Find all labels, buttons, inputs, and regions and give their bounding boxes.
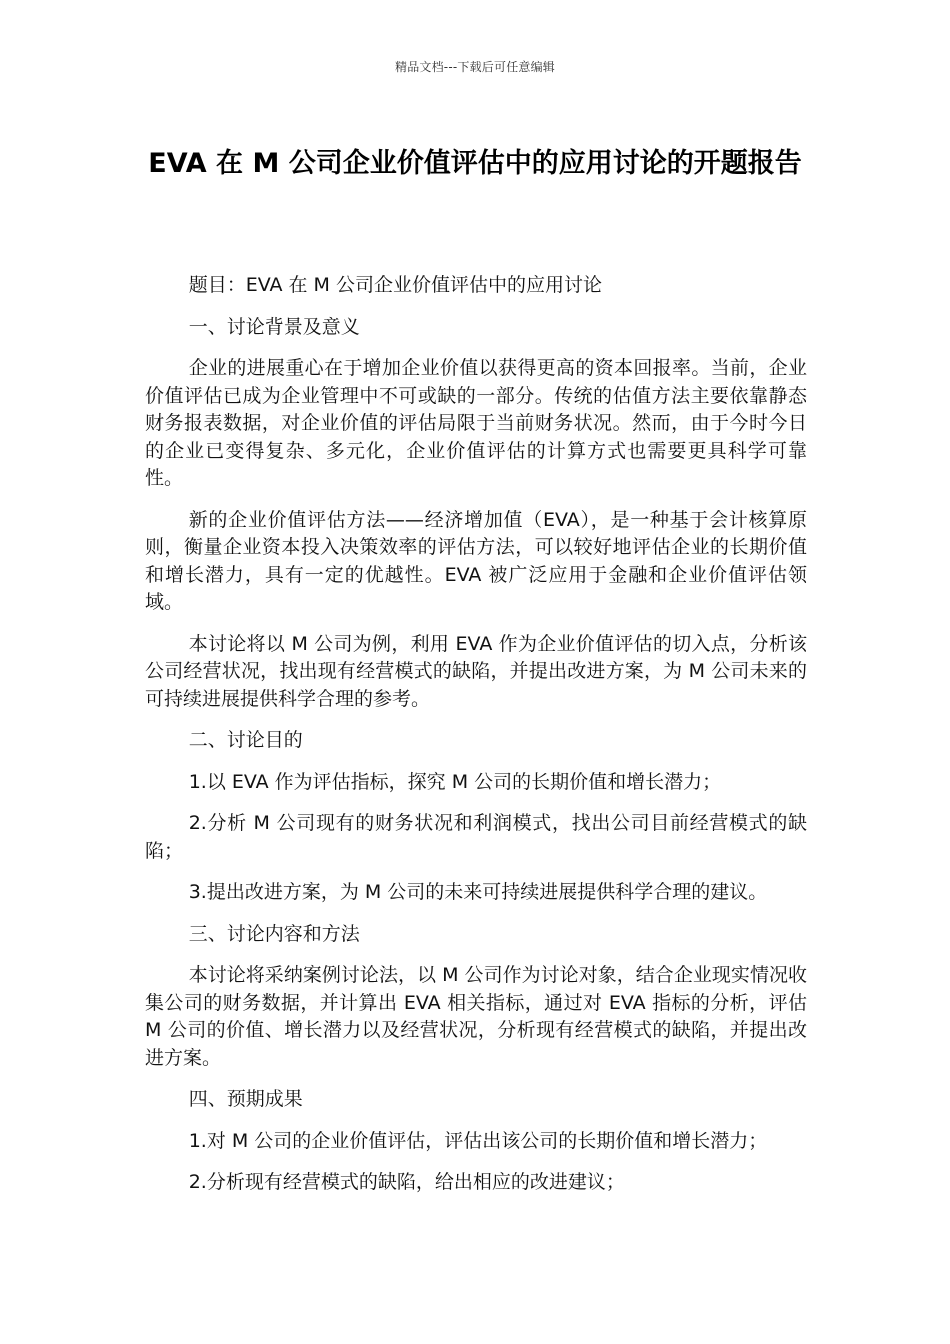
section-heading-methods: 三、讨论内容和方法: [188, 922, 360, 945]
topic-line: 题目：EVA 在 M 公司企业价值评估中的应用讨论: [188, 274, 602, 296]
paragraph-background-1: 企业的进展重心在于增加企业价值以获得更高的资本回报率。当前，企业价值评估已成为企业管理中不可或缺的一部分。传统的估值方法主要依靠静态财务报表数据，对企业价值的评估局限于当前财务状况。然而，由于今时今日的企业已变得复杂、多元化，企业价值评估的计算方式也需要更具科学可靠性。: [145, 357, 807, 489]
document-title: EVA 在 M 公司企业价值评估中的应用讨论的开题报告: [148, 148, 802, 179]
purpose-item-3: 3.提出改进方案，为 M 公司的未来可持续进展提供科学合理的建议。: [188, 881, 768, 903]
section-heading-outcomes: 四、预期成果: [188, 1088, 303, 1110]
header-note: 精品文档---下载后可任意编辑: [395, 60, 555, 74]
purpose-item-2: 2.分析 M 公司现有的财务状况和利润模式，找出公司目前经营模式的缺陷；: [145, 812, 807, 862]
paragraph-background-3: 本讨论将以 M 公司为例，利用 EVA 作为企业价值评估的切入点，分析该公司经营状况，找出现有经营模式的缺陷，并提出改进方案，为 M 公司未来的可持续进展提供科学合理的参考。: [145, 632, 807, 710]
document-body: [145, 272, 807, 1211]
outcome-item-1: 1.对 M 公司的企业价值评估，评估出该公司的长期价值和增长潜力；: [188, 1129, 768, 1152]
paragraph-background-2: 新的企业价值评估方法——经济增加值（EVA），是一种基于会计核算原则，衡量企业资本投入决策效率的评估方法，可以较好地评估企业的长期价值和增长潜力，具有一定的优越性。EVA 被广泛应用于金融和企业价值评估领域。: [145, 508, 807, 613]
paragraph-methods: 本讨论将采纳案例讨论法，以 M 公司作为讨论对象，结合企业现实情况收集公司的财务数据，并计算出 EVA 相关指标，通过对 EVA 指标的分析，评估 M 公司的价值、增长潜力以及经营状况，分析现有经营模式的缺陷，并提出改进方案。: [145, 964, 807, 1069]
outcome-item-2: 2.分析现有经营模式的缺陷，给出相应的改进建议；: [188, 1171, 625, 1193]
section-heading-purpose: 二、讨论目的: [188, 729, 303, 751]
purpose-item-1: 1.以 EVA 作为评估指标，探究 M 公司的长期价值和增长潜力；: [188, 770, 722, 793]
section-heading-background: 一、讨论背景及意义: [188, 315, 360, 338]
